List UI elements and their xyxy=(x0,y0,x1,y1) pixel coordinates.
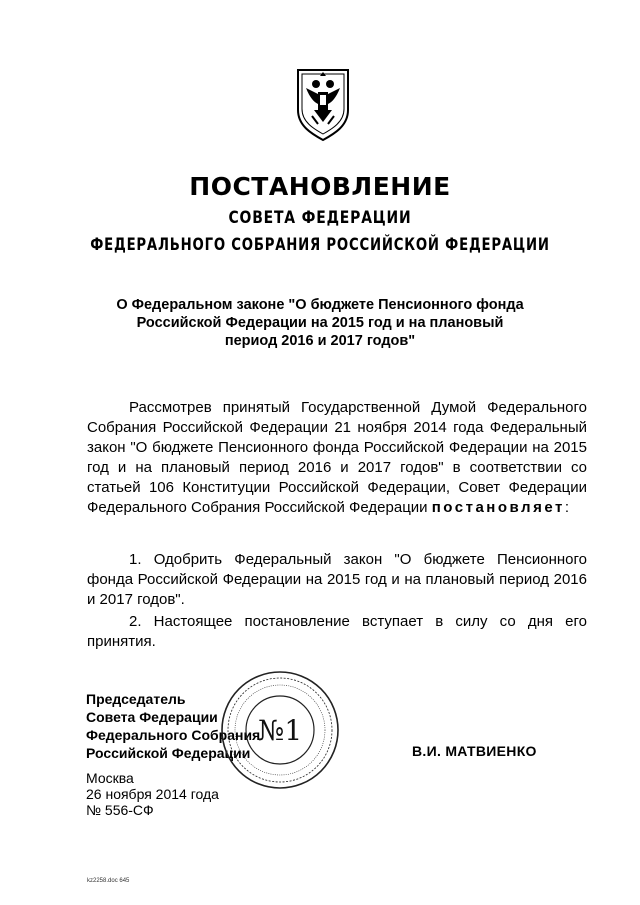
document-subject xyxy=(100,296,540,350)
seal-number: №1 xyxy=(257,714,303,747)
position-line: Федерального Собрания xyxy=(86,727,261,743)
place-and-date xyxy=(86,770,219,818)
resolution-item-1 xyxy=(87,550,587,610)
position-line: Совета Федерации xyxy=(86,709,218,725)
resolution-item-2 xyxy=(87,612,587,652)
position-line: Председатель xyxy=(86,691,186,707)
official-seal-stamp xyxy=(218,668,342,792)
item-text: 1. Одобрить Федеральный закон "О бюджете Пенсионного фонда Российской Федерации на 2015 год и на плановый период 2016 и 2017 годов". xyxy=(87,551,587,608)
subject-line: Российской Федерации на 2015 год и на плановый xyxy=(136,315,504,331)
document-number: № 556-СФ xyxy=(86,802,154,818)
subject-line: период 2016 и 2017 годов" xyxy=(224,333,416,349)
document-title: ПОСТАНОВЛЕНИЕ xyxy=(189,172,451,201)
subject-line: О Федеральном законе "О бюджете Пенсионного фонда xyxy=(116,297,524,313)
preamble-text: Рассмотрев принятый Государственной Думой Федерального Собрания Российской Федерации 21 ноября 2014 года Федеральный закон "О бюджете Пенсионного фонда Российской Федерации на 2015 год и на плановый период 2016 и 2017 годов" в соответствии со статьей 106 Конституции Российской Федерации, Совет Федерации Федерального Собрания Российской Федерации xyxy=(87,399,587,516)
preamble-colon: : xyxy=(564,499,569,516)
date: 26 ноября 2014 года xyxy=(86,786,219,802)
preamble-paragraph xyxy=(87,398,587,518)
signatory-name: В.И. МАТВИЕНКО xyxy=(412,743,537,759)
resolves-word: постановляет xyxy=(431,499,565,516)
document-subtitle-council: СОВЕТА ФЕДЕРАЦИИ xyxy=(228,208,412,228)
position-line: Российской Федерации xyxy=(86,745,251,761)
coat-of-arms-emblem xyxy=(292,64,354,142)
file-code: kz2258.doc 645 xyxy=(87,878,130,884)
city: Москва xyxy=(86,770,134,786)
item-text: 2. Настоящее постановление вступает в силу со дня его принятия. xyxy=(87,613,587,650)
document-subtitle-assembly: ФЕДЕРАЛЬНОГО СОБРАНИЯ РОССИЙСКОЙ ФЕДЕРАЦИИ xyxy=(90,235,550,255)
